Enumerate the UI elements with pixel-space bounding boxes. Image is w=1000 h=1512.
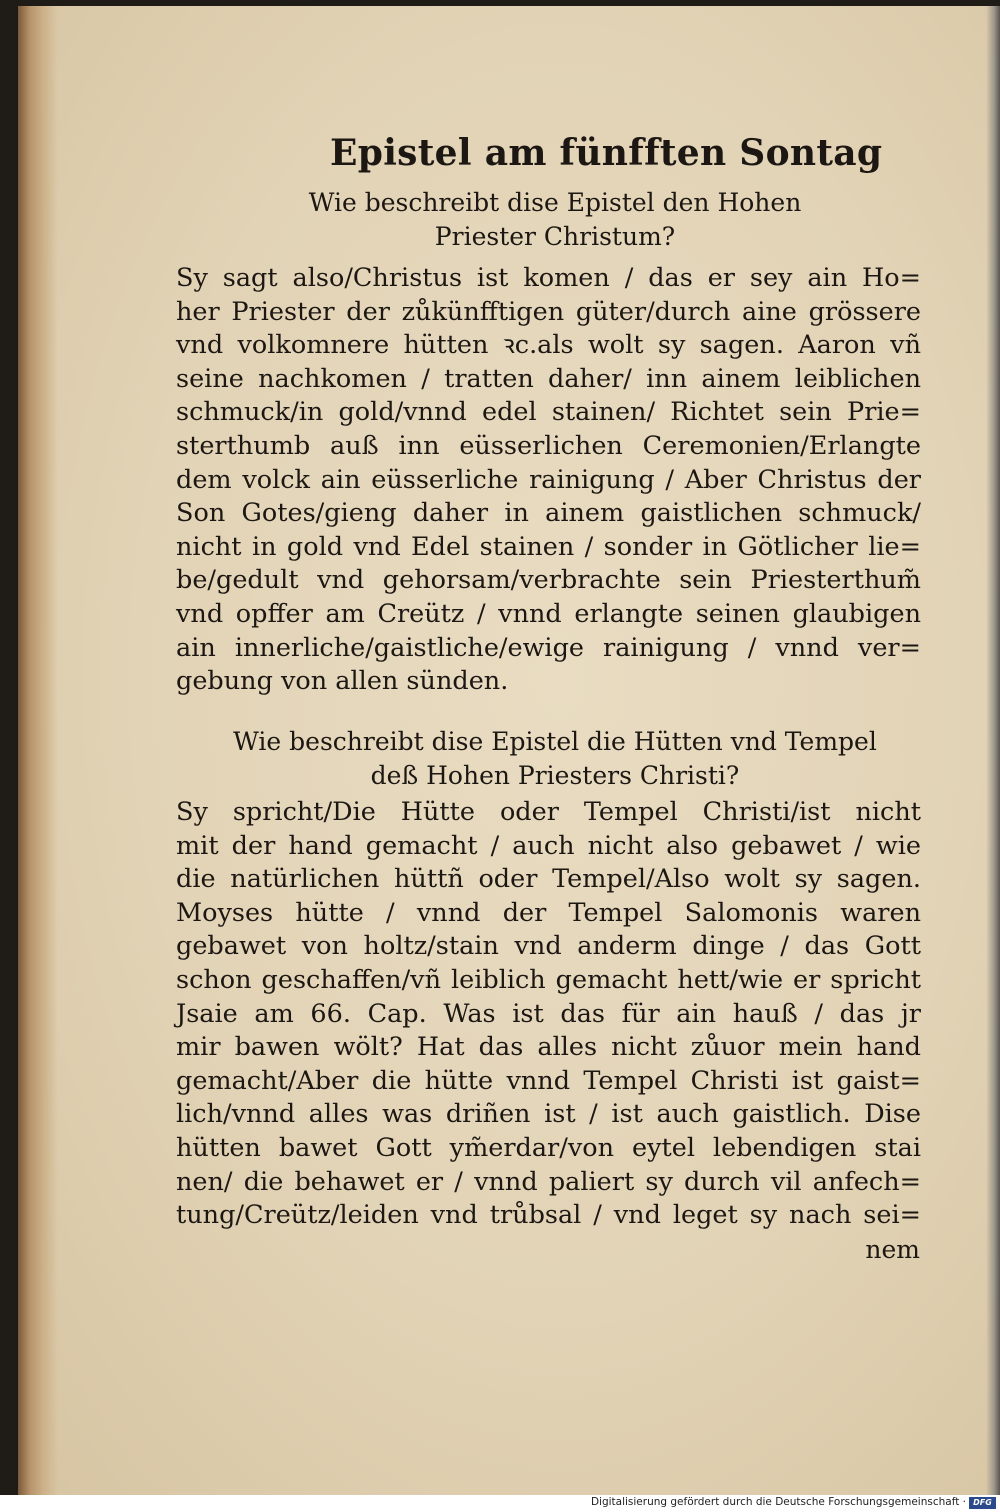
text-line: Jsaie am 66. Cap. Was ist das für ain hauß / das jr xyxy=(176,998,921,1029)
question-1-line: Wie beschreibt dise Epistel den Hohen xyxy=(308,188,802,217)
answer-paragraph-2 xyxy=(176,796,921,1233)
text-line: schon geschaffen/vñ leiblich gemacht hett/wie er spricht xyxy=(176,964,921,995)
text-line: die natürlichen hüttñ oder Tempel/Also wolt sy sagen. xyxy=(176,864,921,895)
text-line: dem volck ain eüsserliche rainigung / Aber Christus der xyxy=(176,464,921,495)
text-line: lich/vnnd alles was driñen ist / ist auch gaistlich. Dise xyxy=(176,1099,921,1130)
dfg-logo: DFG xyxy=(969,1497,996,1509)
text-line: Moyses hütte / vnnd der Tempel Salomonis waren xyxy=(176,897,921,928)
text-line: mit der hand gemacht / auch nicht also gebawet / wie xyxy=(176,830,921,861)
text-line: tung/Creütz/leiden vnd trůbsal / vnd leget sy nach sei= xyxy=(176,1200,921,1231)
catchword: nem xyxy=(865,1235,920,1264)
text-line: seine nachkomen / tratten daher/ inn ainem leiblichen xyxy=(176,363,921,394)
text-line: hütten bawet Gott ym̃erdar/von eytel lebendigen stai xyxy=(176,1132,921,1163)
question-heading-2 xyxy=(195,725,915,793)
funding-credit: Digitalisierung gefördert durch die Deutsche Forschungsgemeinschaft · xyxy=(590,1496,966,1508)
text-line: schmuck/in gold/vnnd edel stainen/ Richtet sein Prie= xyxy=(176,397,921,428)
text-line: gemacht/Aber die hütte vnnd Tempel Christi ist gaist= xyxy=(176,1065,921,1096)
text-line: sterthumb auß inn eüsserlichen Ceremonien/Erlangte xyxy=(176,430,921,461)
page-edge-shadow xyxy=(986,6,1000,1495)
text-line: nen/ die behawet er / vnnd paliert sy durch vil anfech= xyxy=(176,1166,921,1197)
text-line: be/gedult vnd gehorsam/verbrachte sein Priesterthum̃ xyxy=(176,565,921,596)
text-line: Sy spricht/Die Hütte oder Tempel Christi/ist nicht xyxy=(176,797,921,827)
question-2-line: deß Hohen Priesters Christi? xyxy=(370,761,740,790)
answer-paragraph-1 xyxy=(176,262,921,699)
text-line: nicht in gold vnd Edel stainen / sonder in Götlicher lie= xyxy=(176,531,921,562)
text-line: ain innerliche/gaistliche/ewige rainigung / vnnd ver= xyxy=(176,632,921,663)
text-line: her Priester der zůkünfftigen güter/durch aine grössere xyxy=(176,296,921,327)
text-line: gebawet von holtz/stain vnd anderm dinge / das Gott xyxy=(176,931,921,962)
question-heading-1 xyxy=(195,186,915,254)
text-line: Son Gotes/gieng daher in ainem gaistlichen schmuck/ xyxy=(176,498,921,529)
text-line: vnd volkomnere hütten ꝛc.als wolt sy sagen. Aaron vñ xyxy=(176,330,921,361)
text-line: gebung von allen sünden. xyxy=(176,666,509,697)
digitization-footer xyxy=(0,1495,1000,1512)
page-gutter xyxy=(18,6,58,1495)
text-line: Sy sagt also/Christus ist komen / das er sey ain Ho= xyxy=(176,263,921,293)
text-line: vnd opffer am Creütz / vnnd erlangte seinen glaubigen xyxy=(176,598,921,629)
question-2-line: Wie beschreibt dise Epistel die Hütten vnd Tempel xyxy=(233,727,877,756)
question-1-line: Priester Christum? xyxy=(434,222,676,251)
text-line: mir bawen wölt? Hat das alles nicht zůuor mein hand xyxy=(176,1032,921,1063)
running-head: Epistel am fünfften Sontag xyxy=(330,132,883,174)
